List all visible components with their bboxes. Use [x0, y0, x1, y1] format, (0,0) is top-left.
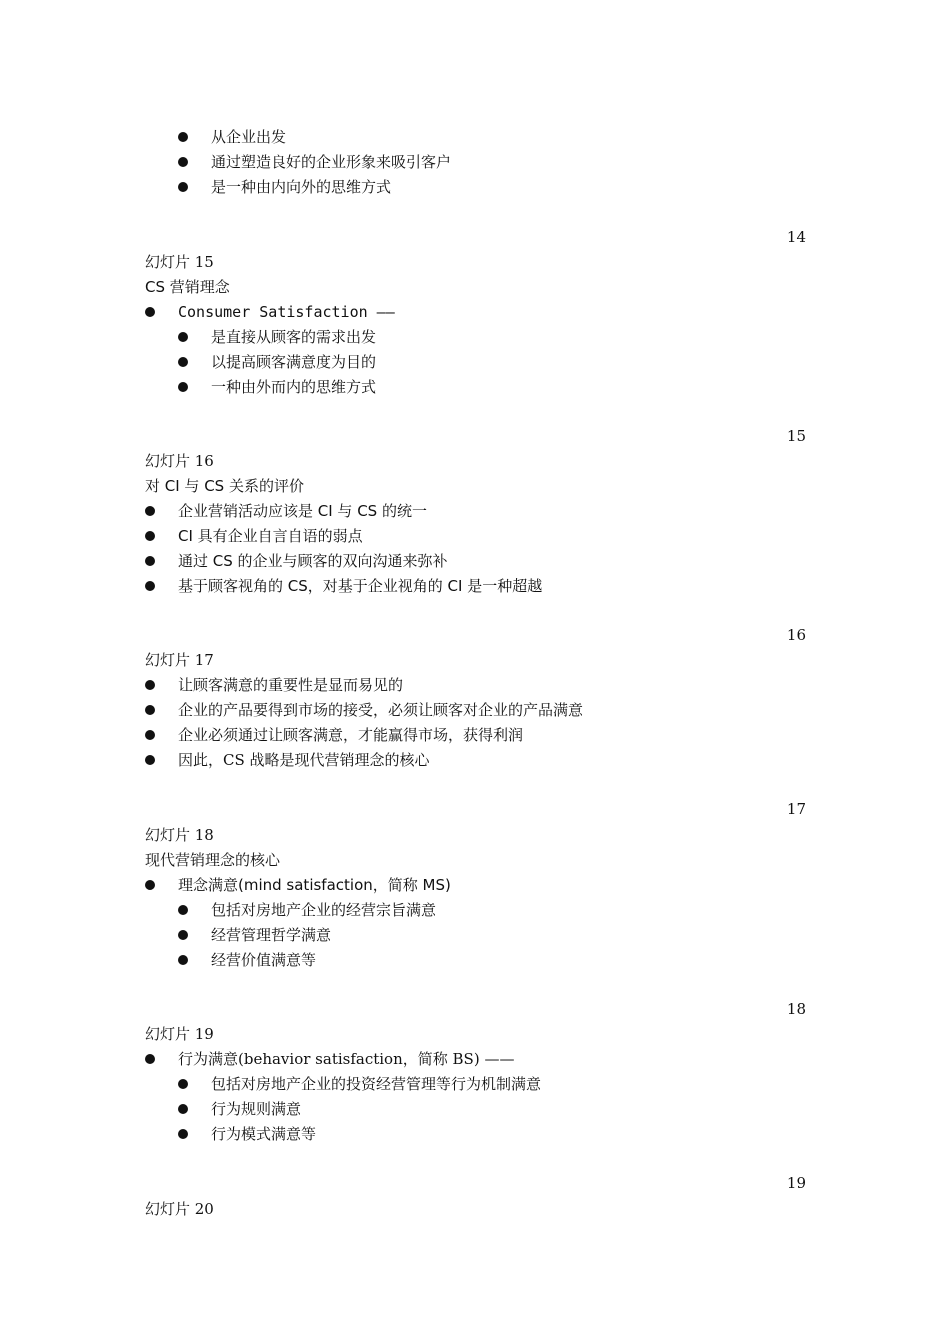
bullet-icon [145, 705, 155, 715]
list-item-text: Consumer Satisfaction —— [178, 303, 395, 321]
list-item-text: 通过塑造良好的企业形象来吸引客户 [211, 153, 452, 171]
list-item-text: 包括对房地产企业的经营宗旨满意 [211, 901, 437, 919]
bullet-icon [145, 581, 155, 591]
list-item-text: 因此，CS 战略是现代营销理念的核心 [178, 751, 430, 769]
list-item-text: 企业的产品要得到市场的接受，必须让顾客对企业的产品满意 [178, 701, 584, 719]
list-item-text: 一种由外而内的思维方式 [211, 378, 377, 396]
slide-label: 幻灯片 16 [145, 452, 214, 470]
list-item-text: 基于顾客视角的 CS，对基于企业视角的 CI 是一种超越 [178, 577, 543, 595]
page-number: 18 [786, 1000, 806, 1018]
list-item-text: 从企业出发 [211, 128, 287, 146]
bullet-icon [178, 955, 188, 965]
bullet-icon [145, 556, 155, 566]
page-number: 17 [786, 800, 806, 818]
bullet-icon [145, 506, 155, 516]
slide-title: 对 CI 与 CS 关系的评价 [145, 477, 304, 495]
page-number: 19 [786, 1174, 806, 1192]
bullet-icon [178, 930, 188, 940]
bullet-icon [178, 132, 188, 142]
page-number: 14 [786, 228, 806, 246]
list-item-text: 行为满意(behavior satisfaction，简称 BS) —— [178, 1050, 515, 1068]
page-number: 15 [786, 427, 806, 445]
list-item-text: 经营管理哲学满意 [211, 926, 332, 944]
list-item-text: 企业必须通过让顾客满意，才能赢得市场，获得利润 [178, 726, 524, 744]
list-item-text: 包括对房地产企业的投资经营管理等行为机制满意 [211, 1075, 542, 1093]
page-number: 16 [786, 626, 806, 644]
slide-label: 幻灯片 18 [145, 826, 214, 844]
bullet-icon [178, 905, 188, 915]
slide-title: 现代营销理念的核心 [145, 851, 281, 869]
list-item-text: 通过 CS 的企业与顾客的双向沟通来弥补 [178, 552, 448, 570]
list-item-text: 以提高顾客满意度为目的 [211, 353, 377, 371]
list-item-text: 行为模式满意等 [211, 1125, 317, 1143]
bullet-icon [178, 332, 188, 342]
list-item-text: 行为规则满意 [211, 1100, 302, 1118]
bullet-icon [178, 1104, 188, 1114]
bullet-icon [145, 755, 155, 765]
bullet-icon [178, 182, 188, 192]
list-item-text: 是一种由内向外的思维方式 [211, 178, 392, 196]
slide-label: 幻灯片 15 [145, 253, 214, 271]
bullet-icon [145, 880, 155, 890]
bullet-icon [145, 531, 155, 541]
slide-label: 幻灯片 17 [145, 651, 214, 669]
slide-title: CS 营销理念 [145, 278, 230, 296]
list-item-text: CI 具有企业自言自语的弱点 [178, 527, 363, 545]
list-item-text: 让顾客满意的重要性是显而易见的 [178, 676, 404, 694]
slide-label: 幻灯片 20 [145, 1200, 214, 1218]
bullet-icon [178, 1079, 188, 1089]
bullet-icon [178, 157, 188, 167]
list-item-text: 经营价值满意等 [211, 951, 317, 969]
bullet-icon [178, 382, 188, 392]
list-item-text: 是直接从顾客的需求出发 [211, 328, 377, 346]
list-item-text: 理念满意(mind satisfaction，简称 MS) [178, 876, 451, 894]
bullet-icon [145, 730, 155, 740]
list-item-text: 企业营销活动应该是 CI 与 CS 的统一 [178, 502, 427, 520]
slide-label: 幻灯片 19 [145, 1025, 214, 1043]
bullet-icon [145, 680, 155, 690]
bullet-icon [178, 1129, 188, 1139]
bullet-icon [178, 357, 188, 367]
bullet-icon [145, 307, 155, 317]
bullet-icon [145, 1054, 155, 1064]
